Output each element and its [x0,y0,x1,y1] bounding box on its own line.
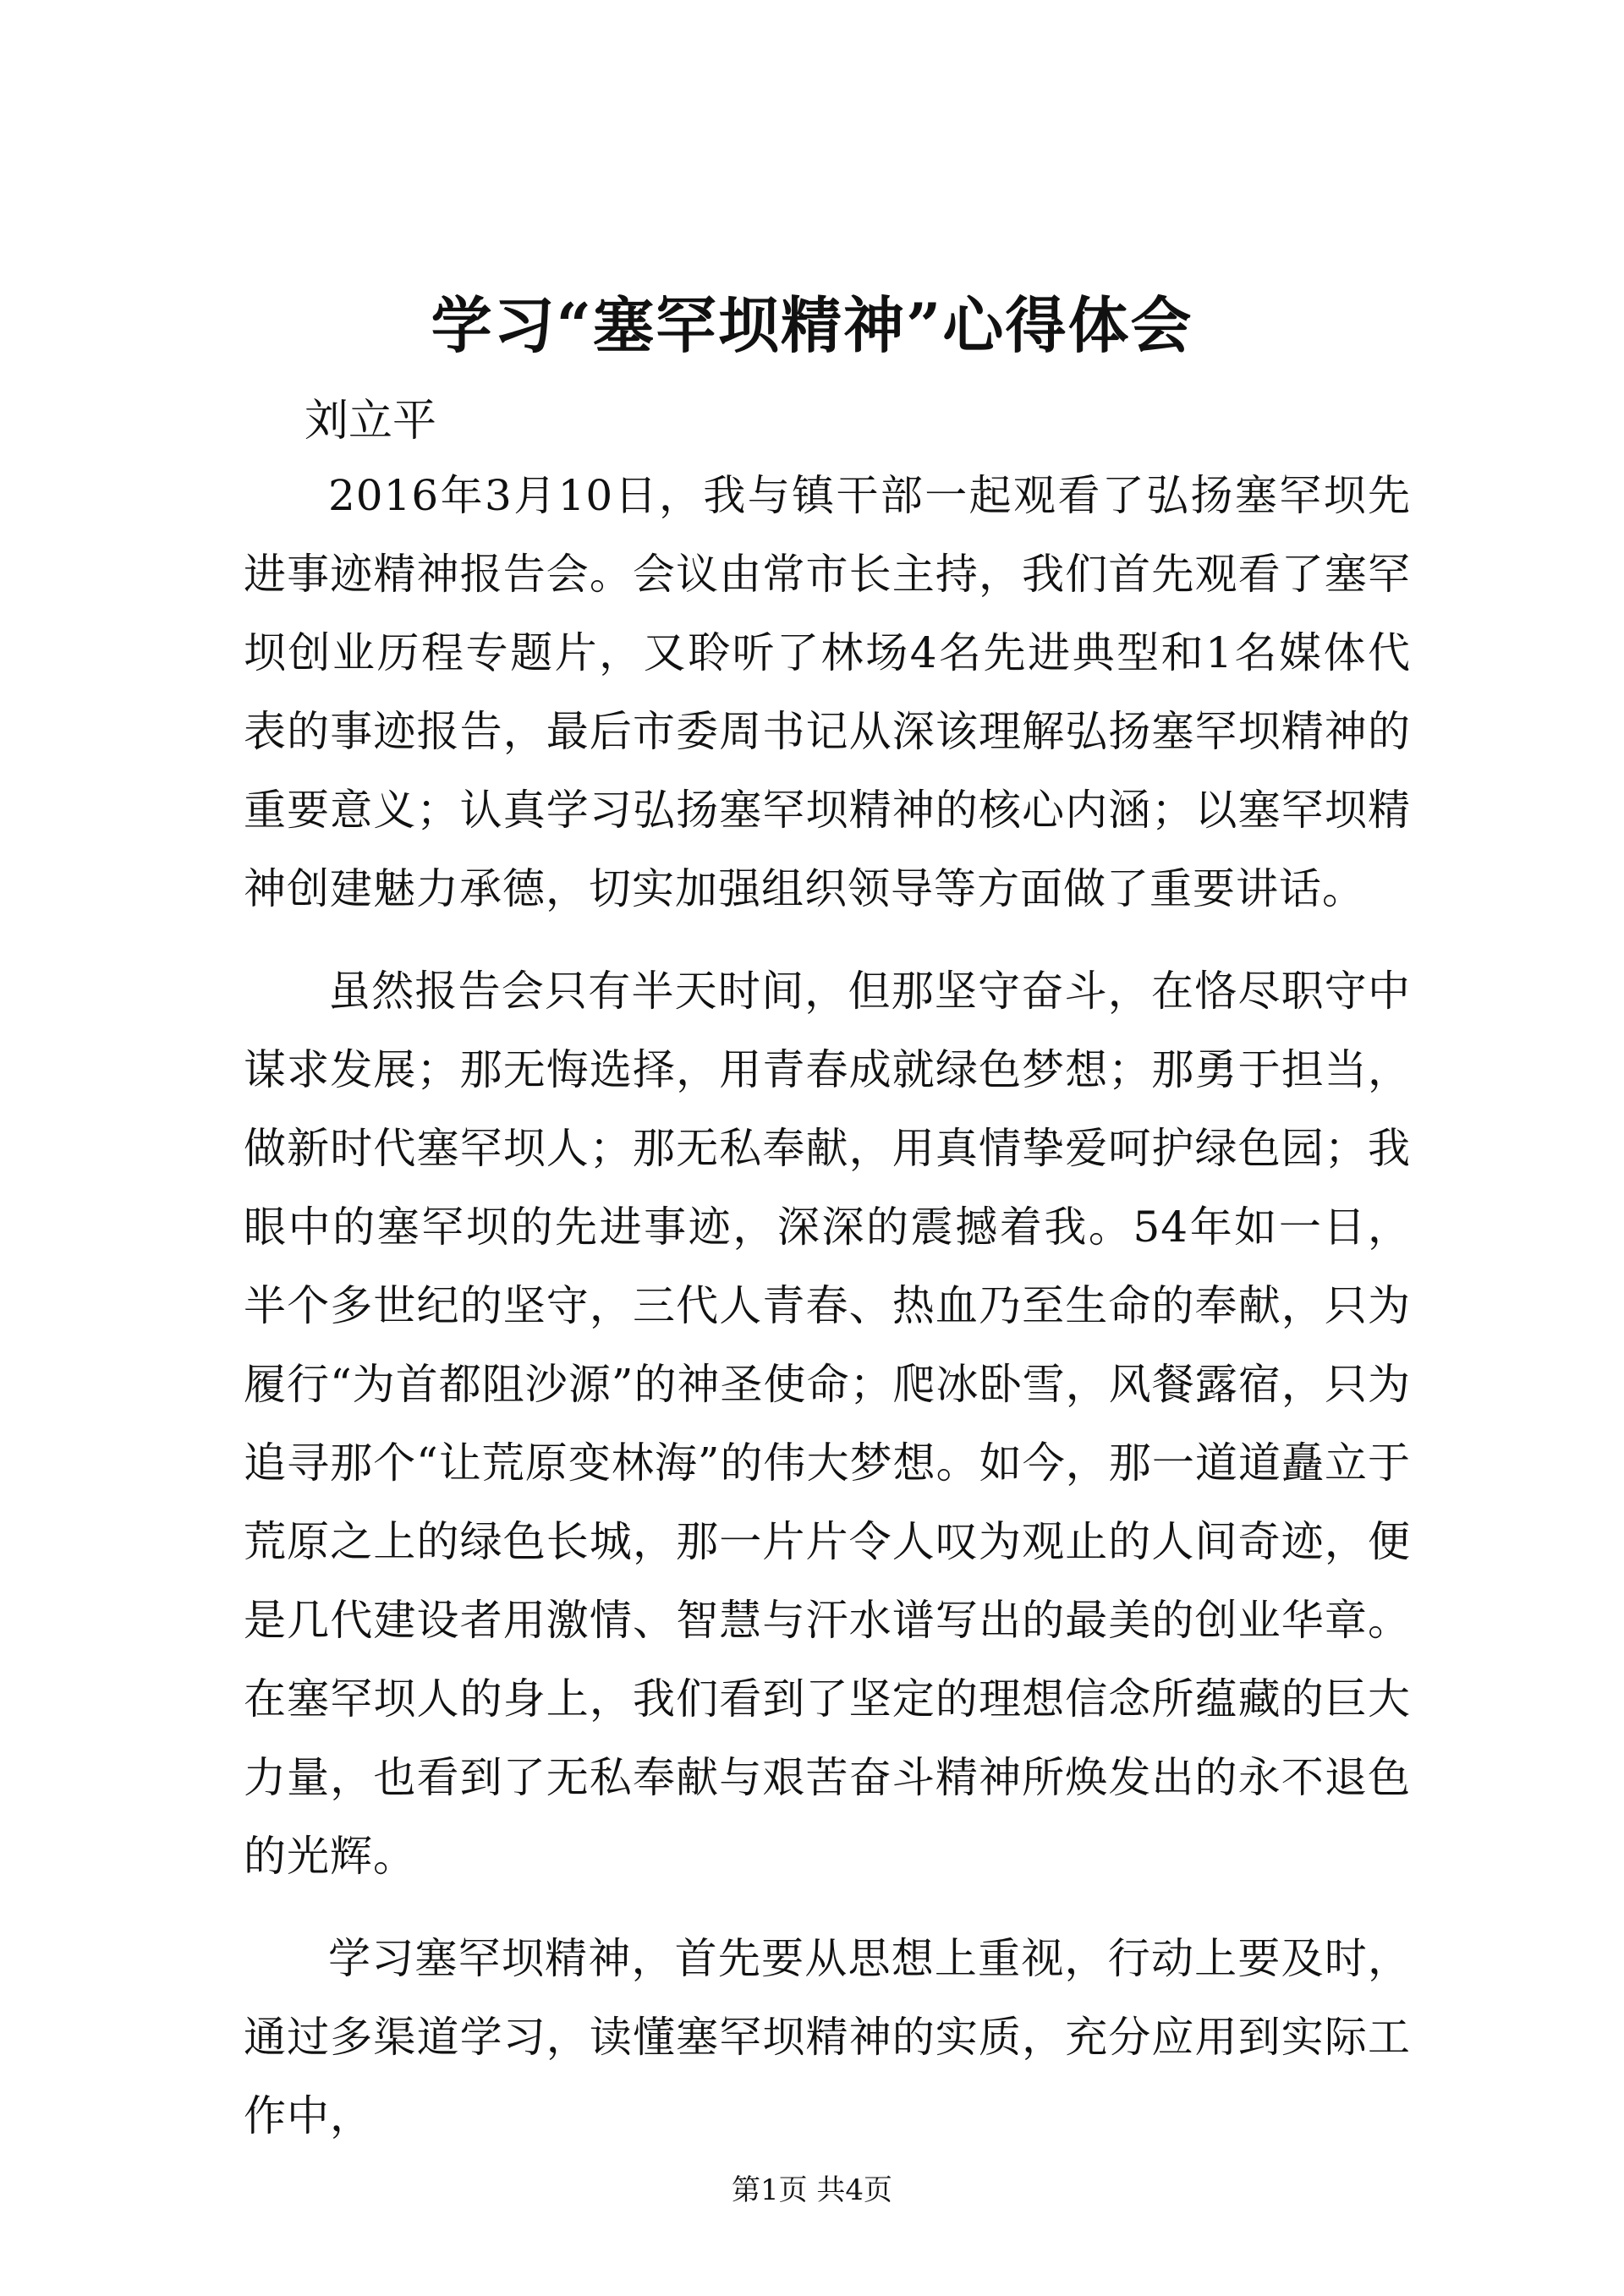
document-title: 学习“塞罕坝精神”心得体会 [431,289,1193,361]
document-body [244,457,1411,2156]
page-number-footer: 第1页 共4页 [731,2173,893,2207]
author-name: 刘立平 [304,396,437,447]
paragraph-2: 虽然报告会只有半天时间，但那坚守奋斗，在恪尽职守中谋求发展；那无悔选择，用青春成就绿色梦想；那勇于担当，做新时代塞罕坝人；那无私奉献，用真情挚爱呵护绿色园；我眼中的塞罕坝的先进事迹，深深的震撼着我。54年如一日，半个多世纪的坚守，三代人青春、热血乃至生命的奉献，只为履行“为首都阻沙源”的神圣使命；爬冰卧雪，风餐露宿，只为追寻那个“让荒原变林海”的伟大梦想。如今，那一道道矗立于荒原之上的绿色长城，那一片片令人叹为观止的人间奇迹，便是几代建设者用激情、智慧与汗水谱写出的最美的创业华章。在塞罕坝人的身上，我们看到了坚定的理想信念所蕴藏的巨大力量，也看到了无私奉献与艰苦奋斗精神所焕发出的永不退色的光辉。 [244,967,1411,1881]
paragraph-3: 学习塞罕坝精神，首先要从思想上重视，行动上要及时，通过多渠道学习，读懂塞罕坝精神的实质，充分应用到实际工作中， [244,1934,1411,2140]
paragraph-1: 2016年3月10日，我与镇干部一起观看了弘扬塞罕坝先进事迹精神报告会。会议由常市长主持，我们首先观看了塞罕坝创业历程专题片，又聆听了林场4名先进典型和1名媒体代表的事迹报告，最后市委周书记从深该理解弘扬塞罕坝精神的重要意义；认真学习弘扬塞罕坝精神的核心内涵；以塞罕坝精神创建魅力承德，切实加强组织领导等方面做了重要讲话。 [244,471,1411,913]
